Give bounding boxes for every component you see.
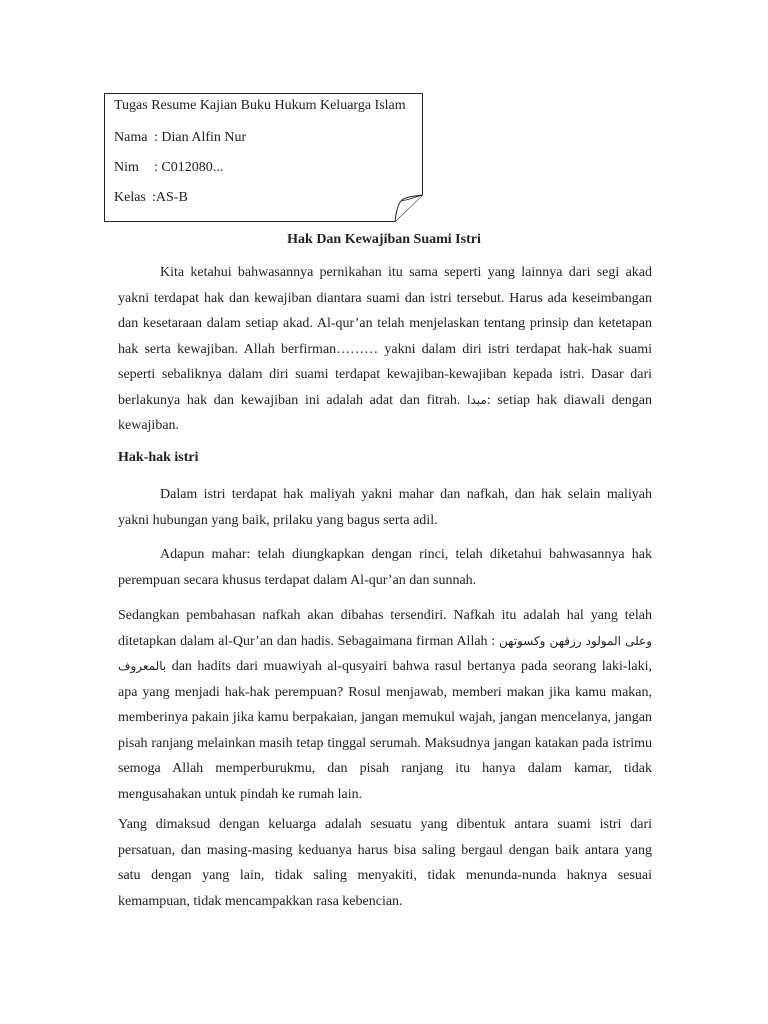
- name-row: [114, 130, 246, 146]
- header-info-box: [104, 93, 423, 222]
- name-label: Nama: [114, 130, 148, 145]
- hak-maliyah-text: Dalam istri terdapat hak maliyah yakni mahar dan nafkah, dan hak selain maliyah yakni hubungan yang baik, prilaku yang bagus serta adil.: [118, 487, 652, 528]
- keluarga-text: Yang dimaksud dengan keluarga adalah sesuatu yang dibentuk antara suami istri dari persatuan, dan masing-masing keduanya harus bisa saling bergaul dengan baik antara yang satu dengan yang lain, tidak saling menyakiti, tidak menunda-nunda haknya sesuai kemampuan, tidak mencampakkan rasa kebencian.: [118, 817, 652, 909]
- assignment-title: Tugas Resume Kajian Buku Hukum Keluarga Islam: [114, 98, 406, 113]
- intro-arabic-term: مبدا: [467, 392, 487, 407]
- nafkah-text-hadith: dan hadits dari muawiyah al-qusyairi bahwa rasul bertanya pada seorang laki-laki, apa yang menjadi hak-hak perempuan? Rosul menjawab, memberi makan jika kamu makan, memberinya pakain jika kamu berpakaian, jangan memukul wajah, jangan mencelanya, jangan pisah ranjang melainkan masih tetap tinggal serumah. Maksudnya jangan katakan pada istrimu semoga Allah memperburukmu, dan pisah ranjang itu hanya dalam kamar, tidak mengusahakan untuk pindah ke rumah lain.: [118, 659, 653, 802]
- paragraph-hak-maliyah: [118, 482, 652, 533]
- paragraph-mahar: [118, 542, 652, 593]
- name-value: : Dian Alfin Nur: [154, 130, 247, 145]
- nim-label: Nim: [114, 160, 139, 175]
- nim-row: [114, 160, 223, 176]
- paragraph-keluarga: [118, 812, 652, 914]
- paragraph-nafkah: [118, 603, 652, 807]
- nim-value: : C012080...: [154, 160, 224, 175]
- nafkah-text: Sedangkan pembahasan nafkah akan dibahas tersendiri. Nafkah itu adalah hal yang telah ditetapkan dalam al-Qur’an dan hadis. Sebagaimana firman Allah :: [118, 608, 652, 649]
- mahar-text: Adapun mahar: telah diungkapkan dengan rinci, telah diketahui bahwasannya hak perempuan secara khusus terdapat dalam Al-qur’an dan sunnah.: [118, 547, 652, 588]
- section-heading-hak-istri: Hak-hak istri: [118, 450, 199, 465]
- document-title: Hak Dan Kewajiban Suami Istri: [287, 232, 481, 247]
- class-label: Kelas: [114, 190, 146, 205]
- class-value: :AS-B: [152, 190, 188, 205]
- intro-text-end: : setiap hak diawali dengan kewajiban.: [118, 392, 653, 433]
- intro-text: Kita ketahui bahwasannya pernikahan itu sama seperti yang lainnya dari segi akad yakni terdapat hak dan kewajiban diantara suami dan istri tersebut. Harus ada keseimbangan dan kesetaraan dalam setiap akad. Al-qur’an telah menjelaskan tentang prinsip dan ketetapan hak serta kewajiban. Allah berfirman……… yakni dalam diri istri terdapat hak-hak suami seperti sebaliknya dalam diri suami terdapat kewajiban-kewajiban kepada istri. Dasar dari berlakunya hak dan kewajiban ini adalah adat dan fitrah.: [118, 265, 652, 408]
- class-row: [114, 190, 188, 206]
- nafkah-arabic-verse: وعلى المولود رزقهن وكسوتهن بالمعروف: [118, 633, 653, 673]
- paragraph-intro: [118, 260, 652, 439]
